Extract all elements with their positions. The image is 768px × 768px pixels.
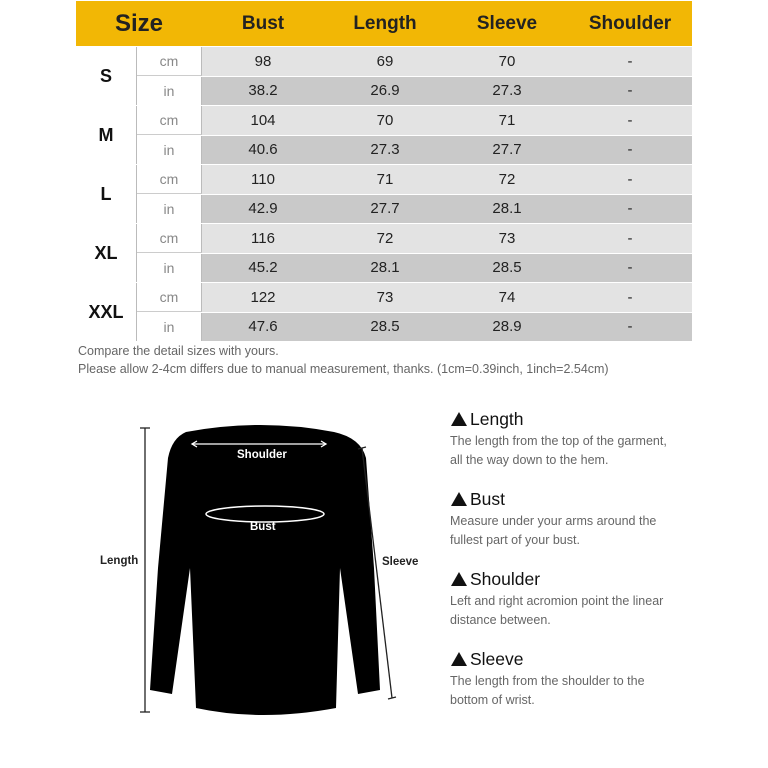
definition-shoulder bbox=[450, 568, 700, 629]
diagram-sleeve-label: Sleeve bbox=[382, 556, 419, 568]
definition-title: Length bbox=[470, 408, 524, 429]
table-cell: 28.9 bbox=[446, 313, 568, 342]
unit-label: cm bbox=[137, 47, 202, 76]
definition-text: The length from the top of the garment, bbox=[450, 434, 667, 448]
table-cell: 27.7 bbox=[324, 195, 446, 224]
table-cell: 70 bbox=[446, 47, 568, 76]
measurement-definitions bbox=[450, 408, 700, 728]
table-row bbox=[137, 106, 692, 135]
table-cell: 26.9 bbox=[324, 77, 446, 106]
table-cell: 116 bbox=[202, 224, 324, 253]
table-row bbox=[137, 224, 692, 253]
table-cell: 45.2 bbox=[202, 254, 324, 283]
table-cell: 40.6 bbox=[202, 136, 324, 165]
definition-text: The length from the shoulder to the bbox=[450, 674, 645, 688]
triangle-icon bbox=[451, 492, 467, 506]
table-row bbox=[137, 165, 692, 194]
size-group bbox=[76, 223, 692, 282]
size-group bbox=[76, 282, 692, 341]
table-cell: - bbox=[568, 47, 692, 76]
definition-text: distance between. bbox=[450, 612, 551, 627]
table-cell: 28.5 bbox=[446, 254, 568, 283]
table-cell: 38.2 bbox=[202, 77, 324, 106]
table-cell: 73 bbox=[446, 224, 568, 253]
table-header bbox=[76, 1, 692, 46]
table-cell: - bbox=[568, 77, 692, 106]
triangle-icon bbox=[451, 652, 467, 666]
table-cell: 47.6 bbox=[202, 313, 324, 342]
table-cell: 72 bbox=[446, 165, 568, 194]
definition-title: Shoulder bbox=[470, 568, 541, 589]
table-cell: 69 bbox=[324, 47, 446, 76]
header-shoulder: Shoulder bbox=[588, 12, 672, 34]
size-group bbox=[76, 46, 692, 105]
table-cell: 71 bbox=[446, 106, 568, 135]
size-label: S bbox=[76, 47, 137, 105]
table-cell: - bbox=[568, 106, 692, 135]
size-label: XL bbox=[76, 224, 137, 282]
note-line-2: Please allow 2-4cm differs due to manual measurement, thanks. (1cm=0.39inch, 1inch=2.54cm) bbox=[78, 362, 609, 376]
size-label: M bbox=[76, 106, 137, 164]
definition-text: Measure under your arms around the bbox=[450, 514, 657, 528]
definition-text: bottom of wrist. bbox=[450, 692, 535, 707]
table-cell: 122 bbox=[202, 283, 324, 312]
table-cell: - bbox=[568, 313, 692, 342]
unit-label: cm bbox=[137, 283, 202, 312]
table-row bbox=[137, 312, 692, 342]
table-cell: 74 bbox=[446, 283, 568, 312]
unit-label: in bbox=[137, 136, 202, 165]
size-group bbox=[76, 105, 692, 164]
table-row bbox=[137, 194, 692, 224]
size-chart-table bbox=[76, 1, 692, 341]
triangle-icon bbox=[451, 572, 467, 586]
diagram-bust-label: Bust bbox=[250, 521, 276, 533]
definition-bust bbox=[450, 488, 700, 549]
size-notes bbox=[78, 342, 609, 378]
measurement-diagram bbox=[96, 418, 426, 722]
table-cell: 70 bbox=[324, 106, 446, 135]
table-cell: 42.9 bbox=[202, 195, 324, 224]
table-cell: - bbox=[568, 254, 692, 283]
size-group bbox=[76, 164, 692, 223]
note-line-1: Compare the detail sizes with yours. bbox=[78, 344, 279, 358]
table-row bbox=[137, 76, 692, 106]
triangle-icon bbox=[451, 412, 467, 426]
table-row bbox=[137, 283, 692, 312]
unit-label: in bbox=[137, 77, 202, 106]
table-cell: 27.3 bbox=[324, 136, 446, 165]
table-cell: 104 bbox=[202, 106, 324, 135]
table-cell: - bbox=[568, 136, 692, 165]
table-cell: 110 bbox=[202, 165, 324, 194]
table-row bbox=[137, 47, 692, 76]
table-row bbox=[137, 135, 692, 165]
definition-sleeve bbox=[450, 648, 700, 709]
unit-label: in bbox=[137, 195, 202, 224]
table-cell: 28.5 bbox=[324, 313, 446, 342]
sweater-shape bbox=[150, 425, 380, 715]
definition-title: Bust bbox=[470, 488, 506, 509]
definition-title: Sleeve bbox=[470, 648, 524, 669]
definition-length bbox=[450, 408, 700, 469]
unit-label: cm bbox=[137, 165, 202, 194]
table-cell: 73 bbox=[324, 283, 446, 312]
definition-text: fullest part of your bust. bbox=[450, 532, 580, 547]
diagram-shoulder-label: Shoulder bbox=[237, 449, 287, 461]
header-bust: Bust bbox=[241, 12, 285, 34]
diagram-length-label: Length bbox=[100, 555, 139, 567]
table-cell: 72 bbox=[324, 224, 446, 253]
garment-illustration bbox=[96, 418, 426, 722]
size-label: XXL bbox=[76, 283, 137, 341]
table-cell: 98 bbox=[202, 47, 324, 76]
unit-label: in bbox=[137, 254, 202, 283]
definition-text: Left and right acromion point the linear bbox=[450, 594, 664, 608]
table-cell: 28.1 bbox=[324, 254, 446, 283]
table-cell: 28.1 bbox=[446, 195, 568, 224]
table-cell: - bbox=[568, 165, 692, 194]
table-row bbox=[137, 253, 692, 283]
table-cell: 27.3 bbox=[446, 77, 568, 106]
header-size: Size bbox=[114, 9, 164, 37]
table-body bbox=[76, 46, 692, 341]
header-sleeve: Sleeve bbox=[476, 12, 538, 34]
table-cell: - bbox=[568, 224, 692, 253]
unit-label: cm bbox=[137, 106, 202, 135]
length-arrow bbox=[140, 428, 150, 712]
definition-text: all the way down to the hem. bbox=[450, 452, 609, 467]
table-cell: 27.7 bbox=[446, 136, 568, 165]
unit-label: in bbox=[137, 313, 202, 342]
size-label: L bbox=[76, 165, 137, 223]
table-cell: - bbox=[568, 283, 692, 312]
table-cell: - bbox=[568, 195, 692, 224]
unit-label: cm bbox=[137, 224, 202, 253]
table-cell: 71 bbox=[324, 165, 446, 194]
header-length: Length bbox=[353, 12, 417, 34]
